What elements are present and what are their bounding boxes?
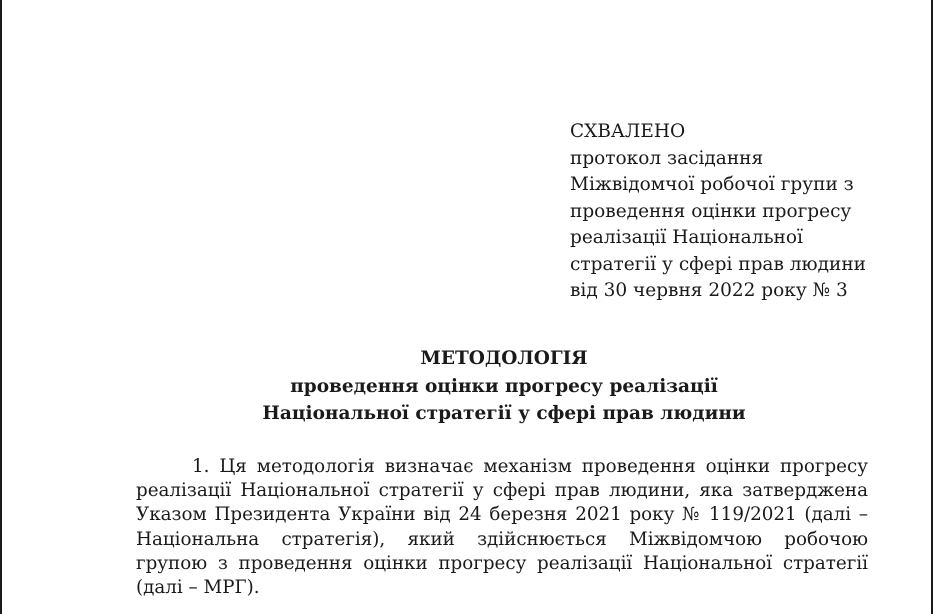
approval-line: стратегії у сфері прав людини	[570, 253, 866, 275]
approval-line: від 30 червня 2022 року № 3	[570, 280, 848, 301]
approval-line: проведення оцінки прогресу	[570, 200, 852, 222]
paragraph-line: реалізації Національної стратегії у сфері прав людини, яка затверджена	[136, 480, 868, 502]
title-subtitle-line: Національної стратегії у сфері прав людини	[262, 403, 746, 424]
approval-line: реалізації Національної	[570, 227, 803, 248]
title-main: МЕТОДОЛОГІЯ	[420, 348, 588, 369]
approval-stamp	[570, 119, 890, 305]
approval-line: протокол засідання	[570, 147, 764, 169]
paragraph-1	[136, 455, 868, 600]
approval-line: Міжвідомчої робочої групи з	[570, 174, 854, 195]
title-subtitle-line: проведення оцінки прогресу реалізації	[290, 375, 718, 397]
paragraph-line: (далі – МРГ).	[136, 577, 260, 599]
paragraph-line: 1. Ця методологія визначає механізм проведення оцінки прогресу	[192, 456, 868, 477]
paragraph-line: Указом Президента України від 24 березня 2021 року № 119/2021 (далі –	[136, 504, 868, 526]
approval-heading: СХВАЛЕНО	[570, 121, 686, 142]
paragraph-line: групою з проведення оцінки прогресу реалізації Національної стратегії	[136, 552, 868, 574]
document-title	[2, 345, 938, 428]
paragraph-line: Національна стратегія), який здійснюється Міжвідомчою робочою	[136, 528, 868, 550]
